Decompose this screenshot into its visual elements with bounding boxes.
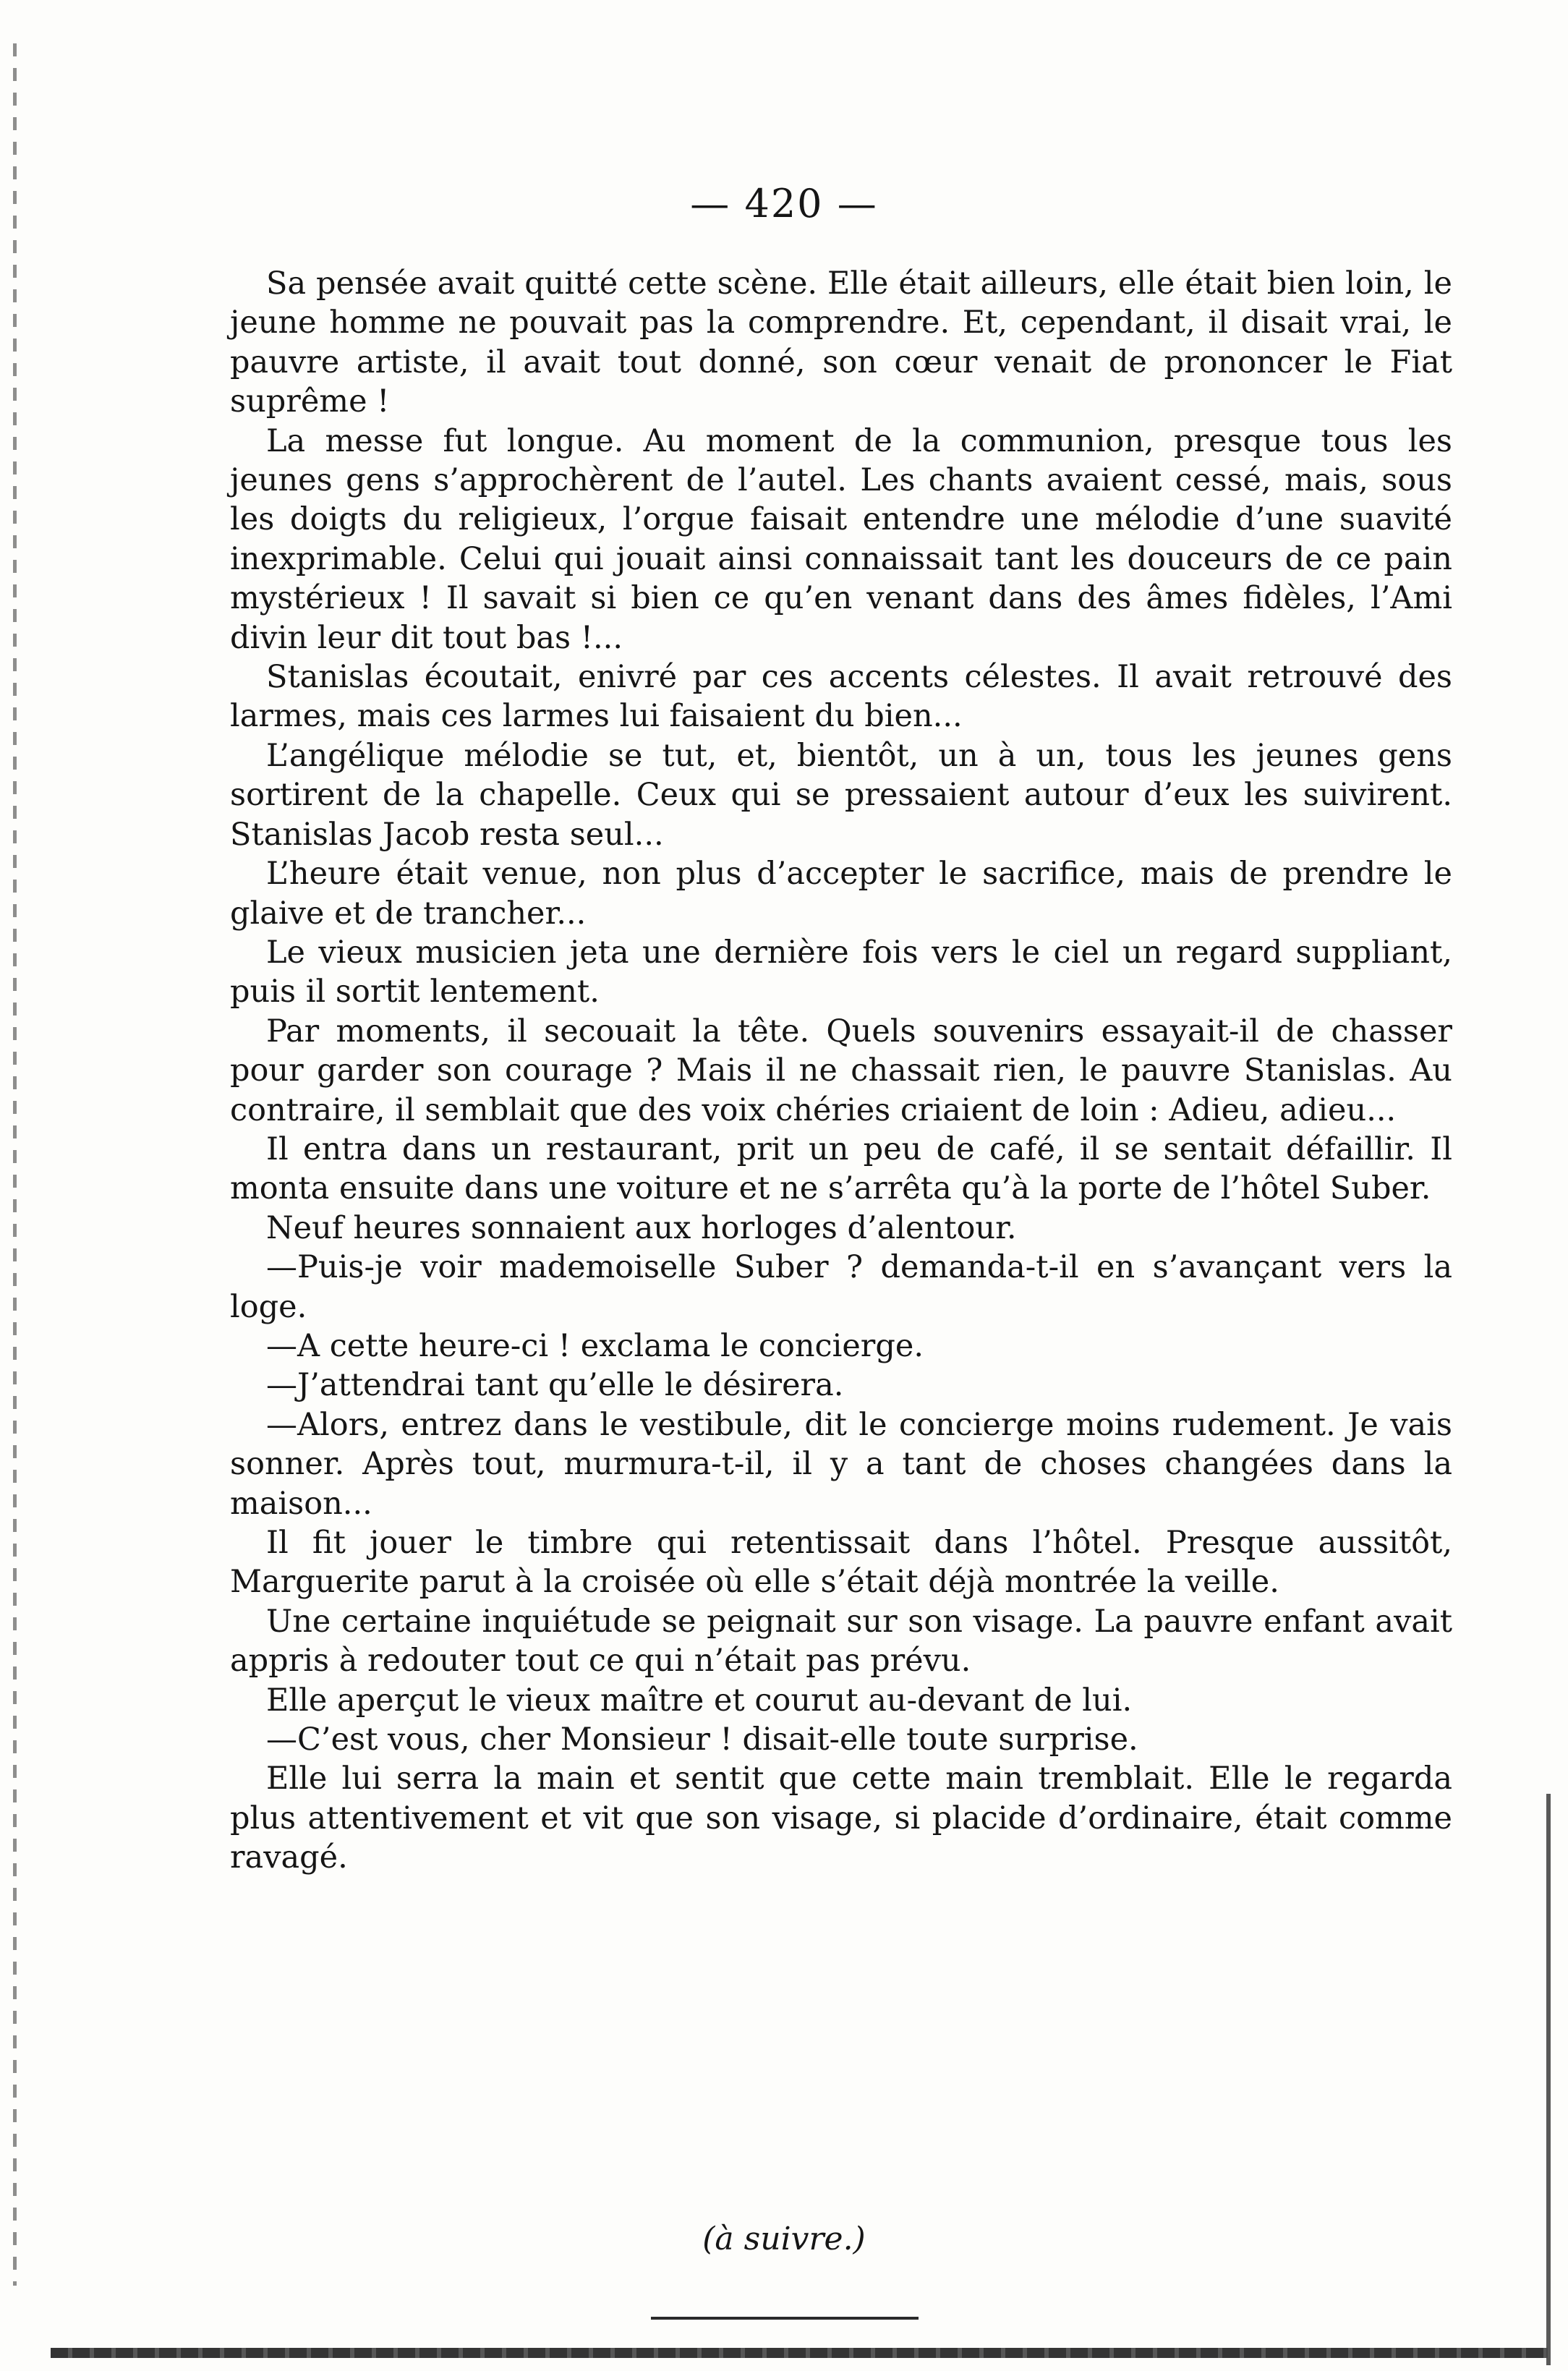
paragraph: Par moments, il secouait la tête. Quels souvenirs essayait-il de chasser pour garder son courage ? Mais il ne chassait rien, le pauvre Stanislas. Au contraire, il semblait que des voix chéries criaient de loin : Adieu, adieu...: [230, 1013, 1452, 1128]
paragraph: Elle lui serra la main et sentit que cette main tremblait. Elle le regarda plus attentivement et vit que son visage, si placide d’ordinaire, était comme ravagé.: [230, 1761, 1452, 1876]
scan-right-edge-artifact: [1546, 1794, 1551, 2365]
paragraph: L’angélique mélodie se tut, et, bientôt, un à un, tous les jeunes gens sortirent de la chapelle. Ceux qui se pressaient autour d’eux les suivirent. Stanislas Jacob resta seul...: [230, 737, 1452, 853]
paragraph: Elle aperçut le vieux maître et courut au-devant de lui.: [266, 1682, 1133, 1719]
paragraph: Une certaine inquiétude se peignait sur son visage. La pauvre enfant avait appris à redouter tout ce qui n’était pas prévu.: [230, 1603, 1452, 1680]
page-number: — 420 —: [690, 181, 878, 226]
paragraph: Sa pensée avait quitté cette scène. Elle était ailleurs, elle était bien loin, le jeune homme ne pouvait pas la comprendre. Et, cependant, il disait vrai, le pauvre artiste, il avait tout donné, son cœur venait de prononcer le Fiat suprême !: [230, 265, 1452, 420]
paragraph: Neuf heures sonnaient aux horloges d’alentour.: [266, 1209, 1017, 1246]
paragraph: Stanislas écoutait, enivré par ces accents célestes. Il avait retrouvé des larmes, mais ces larmes lui faisaient du bien...: [230, 659, 1452, 735]
paragraph: Il fit jouer le timbre qui retentissait dans l’hôtel. Presque aussitôt, Marguerite parut à la croisée où elle s’était déjà montrée la veille.: [230, 1525, 1452, 1601]
dialogue-paragraph: —C’est vous, cher Monsieur ! disait-elle toute surprise.: [266, 1721, 1138, 1758]
paragraph: Le vieux musicien jeta une dernière fois vers le ciel un regard suppliant, puis il sortit lentement.: [230, 934, 1452, 1010]
continuation-note: (à suivre.): [702, 2221, 866, 2257]
paragraph: La messe fut longue. Au moment de la communion, presque tous les jeunes gens s’approchèrent de l’autel. Les chants avaient cessé, mais, sous les doigts du religieux, l’orgue faisait entendre une mélodie d’une suavité inexprimable. Celui qui jouait ainsi connaissait tant les douceurs de ce pain mystérieux ! Il savait si bien ce qu’en venant dans des âmes fidèles, l’Ami divin leur dit tout bas !...: [230, 422, 1452, 656]
end-rule: [651, 2317, 919, 2320]
dialogue-paragraph: —Puis-je voir mademoiselle Suber ? demanda-t-il en s’avançant vers la loge.: [230, 1249, 1452, 1325]
dialogue-paragraph: —J’attendrai tant qu’elle le désirera.: [266, 1367, 844, 1404]
paragraph: Il entra dans un restaurant, prit un peu de café, il se sentait défaillir. Il monta ensuite dans une voiture et ne s’arrêta qu’à la porte de l’hôtel Suber.: [230, 1131, 1452, 1207]
dialogue-paragraph: —Alors, entrez dans le vestibule, dit le concierge moins rudement. Je vais sonner. Après tout, murmura-t-il, il y a tant de choses changées dans la maison...: [230, 1406, 1452, 1522]
dialogue-paragraph: —A cette heure-ci ! exclama le concierge.: [266, 1327, 924, 1364]
scan-left-edge-artifact: [13, 43, 17, 2286]
body-text: [230, 264, 1452, 1878]
scan-bottom-edge-artifact: [51, 2348, 1548, 2358]
paragraph: L’heure était venue, non plus d’accepter le sacrifice, mais de prendre le glaive et de trancher...: [230, 856, 1452, 932]
